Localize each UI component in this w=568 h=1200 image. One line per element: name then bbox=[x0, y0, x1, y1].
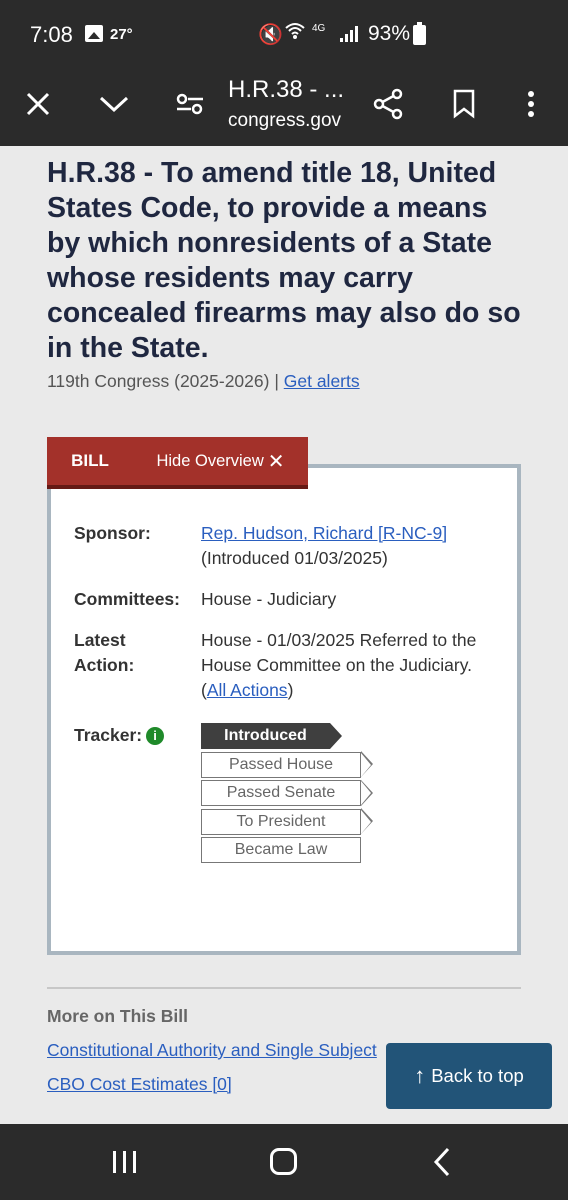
back-icon[interactable] bbox=[428, 1146, 458, 1178]
status-bar bbox=[0, 0, 568, 66]
hide-overview-label: Hide Overview bbox=[156, 451, 264, 470]
get-alerts-link[interactable]: Get alerts bbox=[283, 371, 360, 391]
wifi-icon bbox=[285, 20, 305, 48]
tracker bbox=[201, 723, 361, 866]
chevron-down-icon[interactable] bbox=[98, 86, 130, 122]
battery-percent: 93% bbox=[368, 22, 411, 45]
bill-tab[interactable]: BILL bbox=[71, 451, 109, 470]
tracker-step-passed-senate: Passed Senate bbox=[201, 780, 361, 806]
tracker-label-wrap bbox=[74, 723, 194, 748]
close-icon[interactable] bbox=[22, 86, 54, 122]
tracker-step-introduced: Introduced bbox=[201, 723, 330, 749]
network-type: 4G bbox=[312, 23, 326, 34]
close-icon: ✕ bbox=[267, 450, 285, 473]
mute-icon: 🔇 bbox=[258, 24, 283, 46]
latest-action-value: House - 01/03/2025 Referred to the House Committee on the Judiciary. (All Actions) bbox=[201, 630, 477, 700]
tracker-step-passed-house: Passed House bbox=[201, 752, 361, 778]
sponsor-label: Sponsor: bbox=[74, 523, 151, 543]
gallery-icon bbox=[85, 25, 103, 42]
info-icon[interactable]: i bbox=[146, 727, 164, 745]
temperature: 27° bbox=[110, 26, 133, 43]
back-to-top-label: Back to top bbox=[431, 1065, 524, 1086]
cbo-cost-estimates-link[interactable]: CBO Cost Estimates [0] bbox=[47, 1074, 232, 1094]
sponsor-link[interactable]: Rep. Hudson, Richard [R-NC-9] bbox=[201, 523, 448, 543]
committees-label: Committees: bbox=[74, 589, 180, 609]
sponsor-introduced: (Introduced 01/03/2025) bbox=[201, 548, 388, 568]
tab-title[interactable]: H.R.38 - ... bbox=[228, 76, 345, 103]
tracker-label: Tracker: bbox=[74, 725, 143, 745]
bookmark-icon[interactable] bbox=[450, 86, 478, 122]
committees-value: House - Judiciary bbox=[201, 589, 337, 609]
more-menu-icon[interactable] bbox=[518, 86, 544, 122]
page-info-icon[interactable] bbox=[175, 86, 205, 122]
signal-icon bbox=[340, 26, 360, 42]
congress-line bbox=[47, 371, 360, 392]
tracker-step-to-president: To President bbox=[201, 809, 361, 835]
home-icon[interactable] bbox=[270, 1148, 297, 1175]
url-domain[interactable]: congress.gov bbox=[228, 110, 342, 131]
page-title: H.R.38 - To amend title 18, United States Code, to provide a means by which nonresidents of a State whose residents may carry concealed firearms may also do so in the State. bbox=[47, 157, 521, 364]
latest-action-text: House - 01/03/2025 Referred to the House Committee on the Judiciary. bbox=[201, 630, 477, 675]
hide-overview-button[interactable] bbox=[133, 437, 308, 485]
back-to-top-button[interactable] bbox=[386, 1043, 552, 1109]
sponsor-value bbox=[201, 521, 481, 571]
status-time: 7:08 bbox=[30, 22, 73, 47]
constitutional-authority-link[interactable]: Constitutional Authority and Single Subject bbox=[47, 1040, 377, 1060]
page-content bbox=[0, 146, 568, 1124]
arrow-up-icon: ↑ bbox=[414, 1063, 426, 1088]
latest-action-label: Latest Action: bbox=[74, 630, 135, 675]
tracker-step-became-law: Became Law bbox=[201, 837, 361, 863]
system-nav-bar bbox=[0, 1124, 568, 1200]
more-heading: More on This Bill bbox=[47, 1006, 188, 1026]
recent-apps-icon[interactable] bbox=[113, 1151, 137, 1173]
browser-toolbar bbox=[0, 66, 568, 146]
share-icon[interactable] bbox=[372, 86, 404, 122]
congress-session: 119th Congress (2025-2026) | bbox=[47, 371, 279, 391]
all-actions-link[interactable]: All Actions bbox=[206, 680, 288, 700]
overview-tabs bbox=[47, 437, 308, 489]
divider bbox=[47, 987, 521, 989]
battery-icon bbox=[413, 25, 426, 45]
overview-card bbox=[47, 464, 521, 955]
